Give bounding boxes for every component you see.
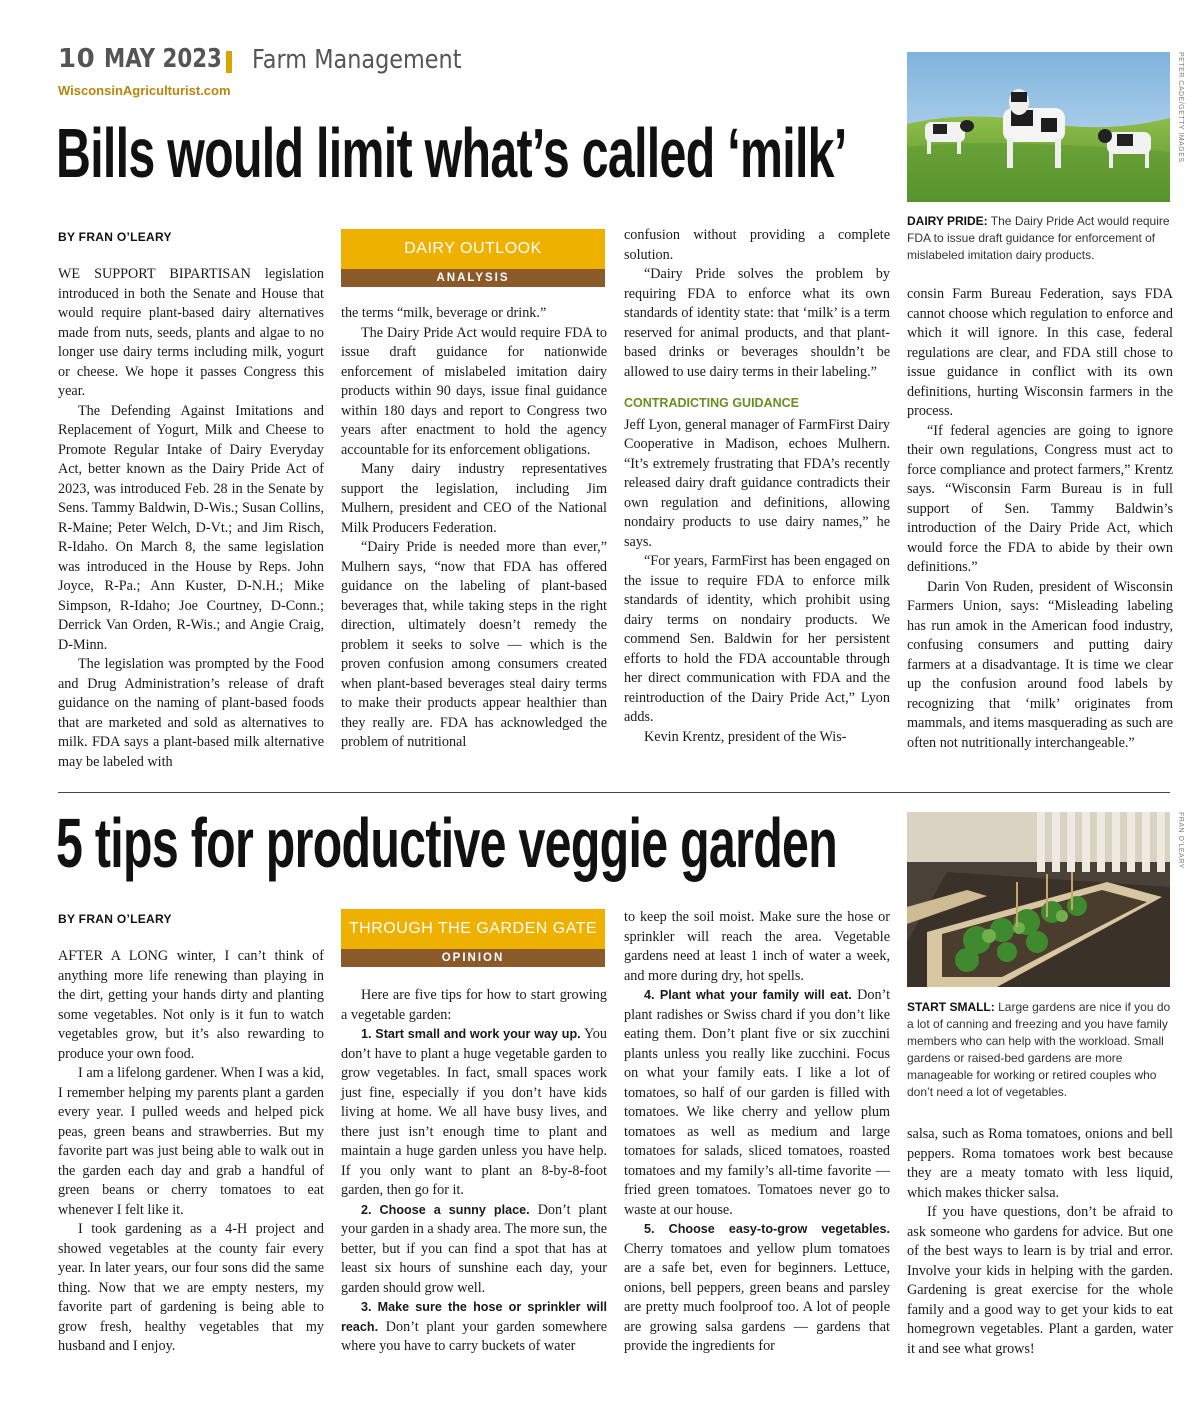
paragraph: The Dairy Pride Act would require FDA to issue draft guidance for nationwide enforcement of mislabeled imitation dairy products within 90 days, issue final guidance within 180 days and report to Congress two years after enactment to hold the agency accountable for its enforcement obligations. <box>341 324 607 458</box>
kicker-label: OPINION <box>341 949 605 967</box>
cows-pasture-photo <box>907 52 1170 202</box>
tip-label: 2. Choose a sunny place. <box>361 1202 530 1217</box>
article2-headline: 5 tips for productive veggie garden <box>56 804 838 882</box>
caption-label: DAIRY PRIDE: <box>907 214 988 228</box>
paragraph: consin Farm Bureau Federation, says FDA cannot choose which regulation to enforce and which it will ignore. In this case, federal regulations are clear, and FDA still chose to issue guidance in conflict with its own definitions, hurting Wisconsin farmers in the process. <box>907 286 1173 419</box>
article1-column-1 <box>58 265 324 772</box>
article1-column-3 <box>624 226 890 747</box>
caption-text: The Dairy Pride Act would require FDA to issue draft guidance for enforcement of mislabeled imitation dairy products. <box>907 214 1170 262</box>
photo-credit: PETER CADE/GETTY IMAGES <box>1177 52 1184 163</box>
paragraph: Darin Von Ruden, president of Wisconsin Farmers Union, says: “Misleading labeling has run amok in the American food industry, confusing consumers and putting dairy farmers at a disadvantage. It is time we clear up the confusion around food labels by recognizing that ‘milk’ originates from mammals, and items masquerading as such are often not nutritionally interchangeable.” <box>907 578 1173 751</box>
garden-gate-kicker <box>341 909 605 967</box>
paragraph: I took gardening as a 4-H project and showed vegetables at the county fair every year. In later years, our four sons did the same thing. Now that we are empty nesters, my favorite part of gardening is being able to grow fresh, healthy vegetables that my husband and I enjoy. <box>58 1221 324 1354</box>
tip-3 <box>341 1298 607 1357</box>
photo-caption <box>907 213 1175 264</box>
kicker-title: THROUGH THE GARDEN GATE <box>341 909 605 949</box>
paragraph: to keep the soil moist. Make sure the hose or sprinkler will reach the area. Vegetable gardens need at least 1 inch of water a week, and more during dry, hot spells. <box>624 909 890 984</box>
photo-caption <box>907 999 1175 1101</box>
article2-column-4 <box>907 1125 1173 1359</box>
tip-2 <box>341 1201 607 1299</box>
tip-label: 1. Start small and work your way up. <box>361 1027 581 1041</box>
section-name: Farm Management <box>252 45 462 75</box>
article2-column-2 <box>341 986 607 1357</box>
article1-byline: BY FRAN O’LEARY <box>58 230 172 244</box>
tip-5 <box>624 1220 890 1357</box>
caption-text: Large gardens are nice if you do a lot of canning and freezing and you have family members who can help with the workload. Small gardens or raised-bed gardens are more manageable for working or retired couples who don’t need a lot of vegetables. <box>907 1000 1171 1099</box>
caption-label: START SMALL: <box>907 1000 995 1014</box>
subhead: CONTRADICTING GUIDANCE <box>624 396 799 410</box>
tip-text: Don’t plant your garden in a shady area. The more sun, the better, but if you can find a spot that has at least six hours of sunshine each day, your garden should grow well. <box>341 1201 607 1296</box>
tip-1 <box>341 1025 607 1201</box>
header-divider <box>226 51 232 73</box>
paragraph: “For years, FarmFirst has been engaged on the issue to require FDA to enforce milk standards of identity, which prohibit using dairy terms on nondairy products. We commend Sen. Baldwin for her persistent efforts to hold the FDA accountable through her direct communication with FDA and the reintroduction of the Dairy Pride Act,” Lyon adds. <box>624 553 890 725</box>
page-number: 10 <box>58 44 96 74</box>
article1-column-2 <box>341 304 607 753</box>
tip-text: Don’t plant radishes or Swiss chard if you don’t like eating them. Don’t plant five or six zucchini plants unless you really like zucchini. Focus on what your family eats. I like a lot of tomatoes, so half of our garden is filled with tomatoes. We like cherry and yellow plum tomatoes as well as medium and large tomatoes for salads, sliced tomatoes, roasted tomatoes and my family’s all-time favorite — fried green tomatoes. Tomatoes never go to waste at our house. <box>624 987 891 1218</box>
photo-credit: FRAN O’LEARY <box>1177 812 1184 869</box>
paragraph: The Defending Against Imitations and Replacement of Yogurt, Milk and Cheese to Promote Regular Intake of Dairy Everyday Act, better known as the Dairy Pride Act of 2023, was introduced Feb. 28 in the Senate by Sens. Tammy Baldwin, D-Wis.; Susan Collins, R-Maine; Peter Welch, D-Vt.; and Jim Risch, R-Idaho. On March 8, the same legislation was introduced in the House by Reps. John Joyce, R-Pa.; Ann Kuster, D-N.H.; Mike Simpson, R-Idaho; Joe Courtney, D-Conn.; Derrick Van Orden, R-Wis.; and Angie Craig, D-Minn. <box>58 402 324 653</box>
paragraph: Jeff Lyon, general manager of FarmFirst Dairy Cooperative in Madison, echoes Mulhern. “It’s extremely frustrating that FDA’s recently released dairy draft guidance contradicts their own regulation and definitions, allowing nondairy products to use dairy names,” he says. <box>624 416 890 550</box>
paragraph: If you have questions, don’t be afraid to ask someone who gardens for advice. But one of the best ways to learn is by trial and error. Involve your kids in helping with the garden. Gardening is great exercise for the whole family and a good way to get your kids to eat homegrown vegetables. Plant a garden, water it and see what grows! <box>907 1204 1173 1357</box>
tip-4 <box>624 986 890 1220</box>
raised-bed-garden-photo <box>907 812 1170 987</box>
paragraph: “Dairy Pride is needed more than ever,” Mulhern says, “now that FDA has offered guidance on the labeling of plant-based beverages that, while taking steps in the right direction, ultimately doesn’t remedy the problem it seeks to solve — which is the proven confusion among consumers created when plant-based beverages steal dairy terms to make their products appear healthier than they really are. FDA has acknowledged the problem of nutritional <box>341 539 607 750</box>
garden-photo-icon <box>907 812 1170 987</box>
paragraph: Kevin Krentz, president of the Wis- <box>644 728 847 745</box>
kicker-label: ANALYSIS <box>341 269 605 287</box>
paragraph: Here are five tips for how to start growing a vegetable garden: <box>341 987 607 1023</box>
paragraph: I am a lifelong gardener. When I was a kid, I remember helping my parents plant a garden every year. I pulled weeds and helped pick peas, green beans and strawberries. But my favorite part was just being able to walk out in the garden each day and grab a handful of green beans or cherry tomatoes to eat whenever I felt like it. <box>58 1065 324 1218</box>
kicker-title: DAIRY OUTLOOK <box>341 229 605 269</box>
tip-label: 3. Make sure the hose or sprinkler will reach. <box>341 1300 607 1334</box>
tip-text: Cherry tomatoes and yellow plum tomatoes are a safe bet, even for beginners. Lettuce, onions, bell peppers, green beans and parsley are pretty much foolproof too. A lot of people are growing salsa gardens — gardens that provide the ingredients for <box>624 1240 890 1354</box>
tip-text: You don’t have to plant a huge vegetable garden to grow vegetables. In fact, small spaces work just fine, especially if you don’t have kids living at home. We all have busy lives, and there just isn’t enough time to plant and maintain a huge garden unless you have help. If you only want to plant an 8-by-8-foot garden, then go for it. <box>341 1026 607 1198</box>
article1-column-4 <box>907 285 1173 753</box>
paragraph: “Dairy Pride solves the problem by requiring FDA to enforce what its own standards of identity state: that ‘milk’ is a term reserved for animal products, and that plant-based drinks or beverages shouldn’t be allowed to use dairy terms in their labeling.” <box>624 266 890 380</box>
paragraph: the terms “milk, beverage or drink.” <box>341 305 547 321</box>
site-url[interactable]: WisconsinAgriculturist.com <box>58 83 231 98</box>
cows-photo-icon <box>907 52 1170 202</box>
paragraph: “If federal agencies are going to ignore their own regulations, Congress must act to force compliance and protect farmers,” Krentz says. “Wisconsin Farm Bureau is in full support of Sen. Tammy Baldwin’s introduction of the Dairy Pride Act, which would force the FDA to abide by their own definitions.” <box>907 422 1173 575</box>
paragraph: salsa, such as Roma tomatoes, onions and bell peppers. Roma tomatoes work best because they are a meaty tomato with less liquid, which makes thicker salsa. <box>907 1126 1173 1201</box>
paragraph: AFTER A LONG winter, I can’t think of anything more life renewing than playing in the dirt, getting your hands dirty and planting some vegetables. Not only is it fun to watch vegetables grow, but it’s also rewarding to produce your own food. <box>58 948 324 1062</box>
tip-label: 4. Plant what your family will eat. <box>644 988 852 1002</box>
paragraph: The legislation was prompted by the Food and Drug Administration’s release of draft guidance on the naming of plant-based foods that are marketed and sold as alternatives to milk. FDA says a plant-based milk alternative may be labeled with <box>58 656 324 770</box>
issue-date: MAY 2023 <box>104 44 222 74</box>
tip-label: 5. Choose easy-to-grow vegetables. <box>644 1222 890 1236</box>
article1-headline: Bills would limit what’s called ‘milk’ <box>56 114 847 192</box>
dairy-outlook-kicker <box>341 229 605 287</box>
paragraph: Many dairy industry representatives support the legislation, including Jim Mulhern, president and CEO of the National Milk Producers Federation. <box>341 461 607 536</box>
article-divider <box>58 792 1170 793</box>
tip-text: Don’t plant your garden somewhere where you have to carry buckets of water <box>341 1318 607 1354</box>
paragraph: WE SUPPORT BIPARTISAN legislation introduced in both the Senate and House that would require plant-based dairy alternatives made from nuts, seeds, plants and algae to no longer use dairy terms including milk, yogurt or cheese. We hope it passes Congress this year. <box>58 266 324 399</box>
article2-byline: BY FRAN O’LEARY <box>58 912 172 926</box>
paragraph: confusion without providing a complete solution. <box>624 227 890 263</box>
article2-column-3 <box>624 908 890 1357</box>
article2-column-1 <box>58 947 324 1357</box>
